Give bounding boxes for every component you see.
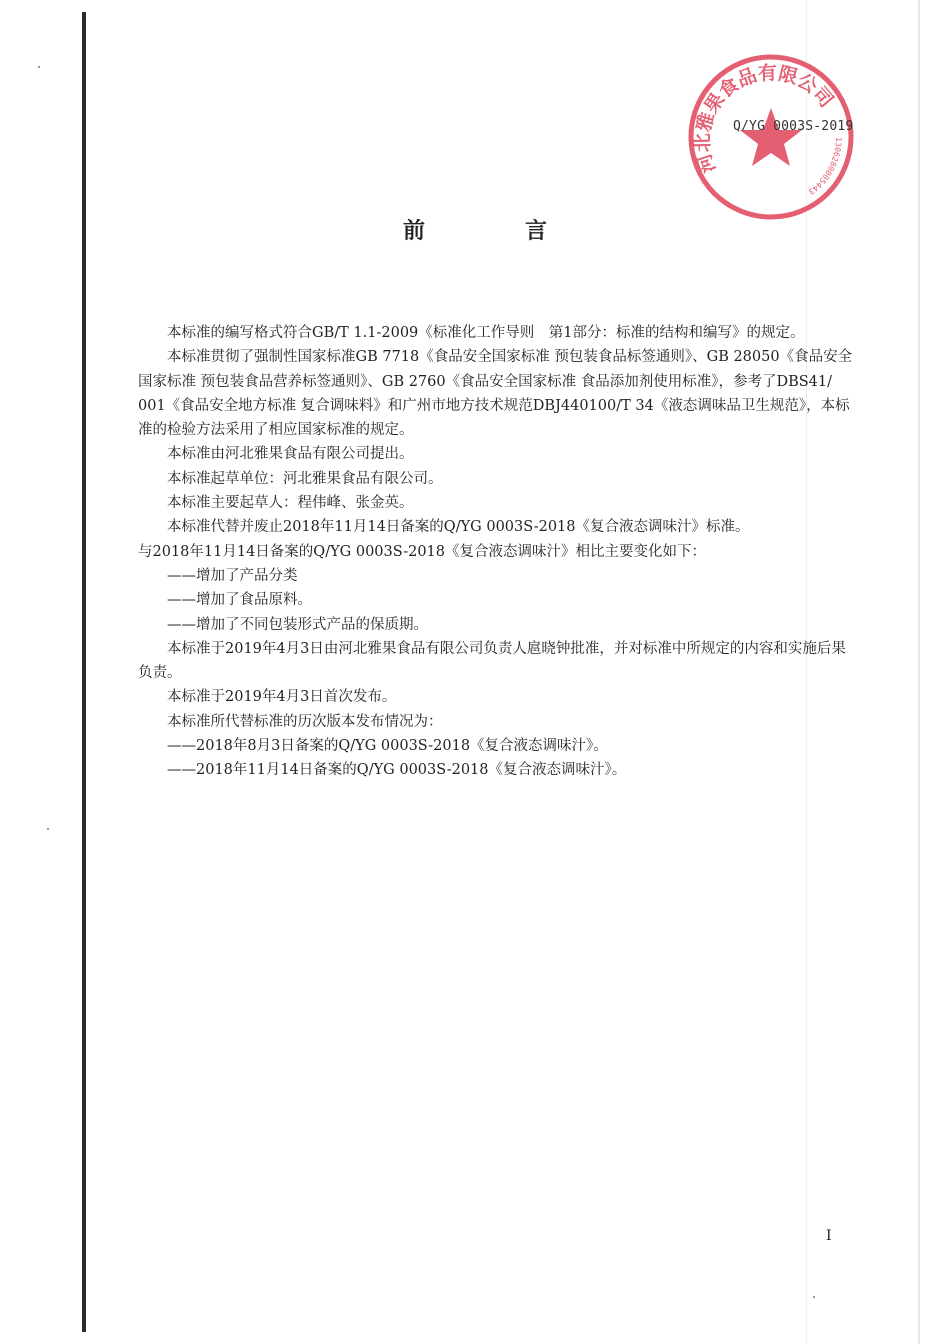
seal-number: 1306280005443: [806, 136, 844, 197]
scan-speck: [38, 66, 40, 68]
change-item: ——增加了产品分类: [167, 567, 298, 584]
scan-speck: [813, 1296, 815, 1298]
page-title: 前言: [402, 219, 647, 244]
paragraph: 本标准代替并废止2018年11月14日备案的Q/YG 0003S-2018《复合液态调味汁》标准。: [167, 519, 750, 536]
history-item: ——2018年8月3日备案的Q/YG 0003S-2018《复合液态调味汁》。: [167, 738, 608, 755]
page-number: I: [826, 1228, 832, 1244]
paragraph: 本标准贯彻了强制性国家标准GB 7718《食品安全国家标准 预包装食品标签通则》、GB 28050《食品安全国家标准 预包装食品营养标签通则》、GB 2760《食品安全国家标准 食品添加剂使用标准》，参考了DBS41/ 001《食品安全地方标准 复合调味料》和广州市地方技术规范DBJ440100/T 34《液态调味品卫生规范》，本标准的检验方法采用了相应国家标准的规定。: [138, 349, 853, 439]
approval-paragraph: 本标准于2019年4月3日由河北雅果食品有限公司负责人扈晓钟批准，并对标准中所规定的内容和实施后果负责。: [138, 640, 846, 682]
company-seal: [686, 52, 856, 222]
seal-text: 河北雅果食品有限公司: [691, 61, 838, 176]
history-intro: 本标准所代替标准的历次版本发布情况为：: [167, 713, 443, 730]
paragraph: 本标准起草单位：河北雅果食品有限公司。: [167, 470, 443, 487]
paragraph: 本标准主要起草人：程伟峰、张金英。: [167, 495, 414, 512]
change-item: ——增加了食品原料。: [167, 592, 312, 609]
change-item: ——增加了不同包装形式产品的保质期。: [167, 616, 428, 633]
paragraph: 本标准的编写格式符合GB/T 1.1-2009《标准化工作导则 第1部分：标准的结构和编写》的规定。: [167, 325, 805, 341]
seal-star-icon: [740, 108, 802, 166]
release-paragraph: 本标准于2019年4月3日首次发布。: [167, 689, 397, 706]
changes-intro: 与2018年11月14日备案的Q/YG 0003S-2018《复合液态调味汁》相比主要变化如下：: [138, 543, 707, 560]
document-code: Q/YG 0003S-2019: [733, 119, 854, 134]
scan-speck: [47, 828, 49, 830]
paragraph: 本标准由河北雅果食品有限公司提出。: [167, 446, 414, 463]
foreword-body: [138, 321, 858, 783]
history-item: ——2018年11月14日备案的Q/YG 0003S-2018《复合液态调味汁》。: [167, 762, 627, 779]
binding-line: [82, 12, 86, 1332]
page-edge: [918, 0, 920, 1344]
